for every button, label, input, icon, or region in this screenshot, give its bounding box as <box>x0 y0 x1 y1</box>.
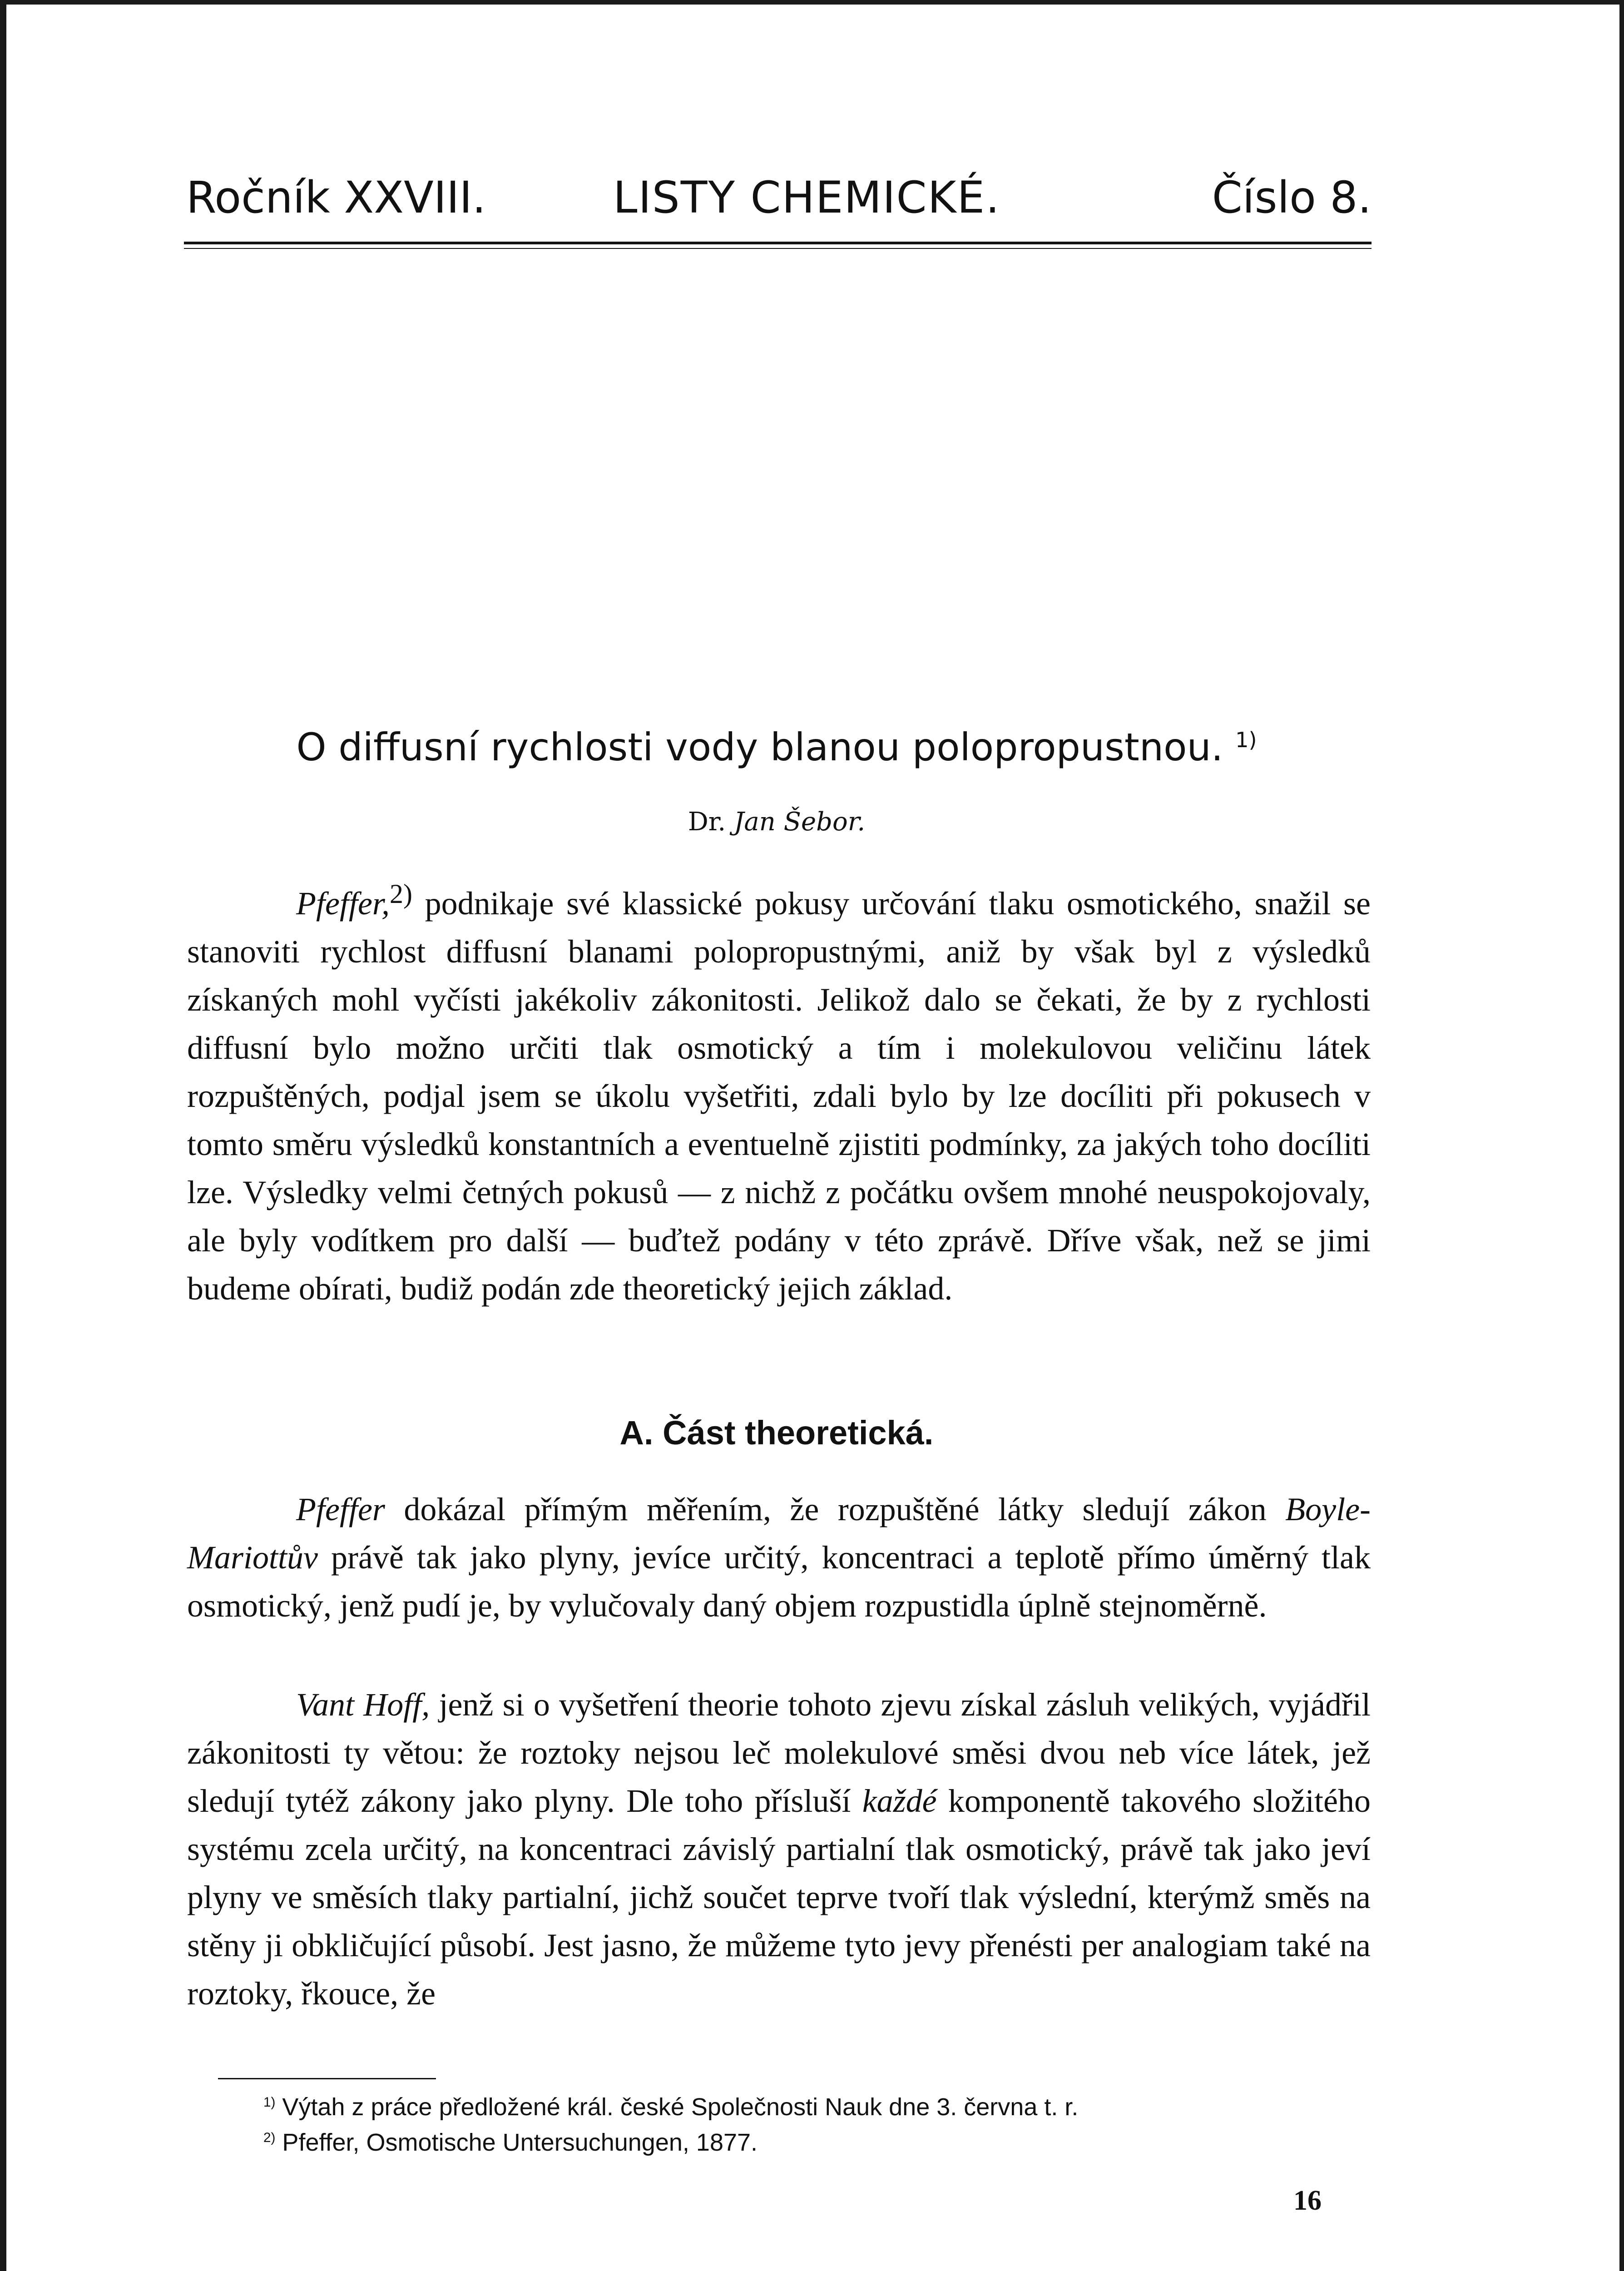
footnote-rule <box>218 2078 436 2079</box>
section-heading: A. Část theoretická. <box>619 1414 934 1452</box>
scan-border-top <box>0 0 1624 5</box>
article-title <box>182 720 1371 774</box>
p2-text-a: jenž si o vyšetření theorie tohoto zjevu získal zásluh velikých, vyjádřil zákonitosti ty větou: že roztoky nejsou leč molekulové směsi dvou neb více látek, jež sledují tytéž zákony jako plyny. Dle toho přísluší <box>187 1686 1371 1819</box>
header-rule-thick <box>184 242 1371 244</box>
p2-author: Vant Hoff, <box>296 1686 430 1723</box>
intro-footnote-ref: 2) <box>389 879 412 909</box>
issue-label: Číslo 8. <box>1212 172 1371 223</box>
byline-prefix: Dr. <box>688 807 726 837</box>
p2-text-b: komponentě takového složitého systému zcela určitý, na koncentraci závislý partialní tlak osmotický, právě tak jako jeví plyny ve směsích tlaky partialní, jichž součet teprve tvoří tlak výslední, kterýmž směs na stěny ji obkličující působí. Jest jasno, že můžeme tyto jevy přenésti per analogiam také na roztoky, řkouce, že <box>187 1783 1371 2012</box>
p2-emphasis: každé <box>862 1783 937 1819</box>
p1-text-a: dokázal přímým měřením, že rozpuštěné látky sledují zákon <box>404 1491 1267 1527</box>
volume-label: Ročník XXVIII. <box>186 172 486 223</box>
intro-paragraph <box>187 870 1371 1313</box>
footnote-2-text: Pfeffer, Osmotische Untersuchungen, 1877. <box>282 2129 758 2156</box>
running-head <box>186 168 1371 227</box>
section-paragraph-1 <box>187 1485 1371 1630</box>
author-name: Jan Šebor. <box>733 807 866 837</box>
section-paragraph-2 <box>187 1681 1371 2018</box>
footnote-1 <box>263 2089 1371 2125</box>
header-rule-thin <box>184 248 1371 249</box>
p1-law-name: Boyle-Mariottův <box>187 1491 1371 1576</box>
footnote-1-marker: 1) <box>263 2095 276 2110</box>
article-title-text: O diffusní rychlosti vody blanou polopropustnou. <box>296 725 1223 769</box>
p1-author: Pfeffer <box>296 1491 385 1527</box>
byline <box>182 804 1371 840</box>
page-number: 16 <box>1293 2185 1322 2216</box>
footnote-1-text: Výtah z práce předložené král. české Společnosti Nauk dne 3. června t. r. <box>282 2093 1079 2121</box>
intro-text: podnikaje své klassické pokusy určování tlaku osmotického, snažil se stanoviti rychlost diffusní blanami polopropustnými, aniž by však byl z výsledků získaných mohl vyčísti jakékoliv zákonitosti. Jelikož dalo se čekati, že by z rychlosti diffusní bylo možno určiti tlak osmotický a tím i molekulovou veličinu látek rozpuštěných, podjal jsem se úkolu vyšetřiti, zdali bylo by lze docíliti při pokusech v tomto směru výsledků konstantních a eventuelně zjistiti podmínky, za jakých toho docíliti lze. Výsledky velmi četných pokusů — z nichž z počátku ovšem mnohé neuspokojovaly, ale byly vodítkem pro další — buďtež podány v této zprávě. Dříve však, než se jimi budeme obírati, budiž podán zde theoretický jejich základ. <box>187 885 1371 1307</box>
footnotes <box>263 2089 1371 2160</box>
journal-title: LISTY CHEMICKÉ. <box>613 172 1000 223</box>
scan-border-right <box>1619 0 1624 2271</box>
footnote-2-marker: 2) <box>263 2130 276 2145</box>
title-footnote-ref: 1) <box>1235 728 1257 752</box>
footnote-2 <box>263 2125 1371 2160</box>
p1-text-b: právě tak jako plyny, jevíce určitý, koncentraci a teplotě přímo úměrný tlak osmotický, jenž pudí je, by vylučovaly daný objem rozpustidla úplně stejnoměrně. <box>187 1539 1371 1624</box>
scan-border-left <box>0 0 6 2271</box>
intro-author-ref: Pfeffer, <box>296 885 390 922</box>
